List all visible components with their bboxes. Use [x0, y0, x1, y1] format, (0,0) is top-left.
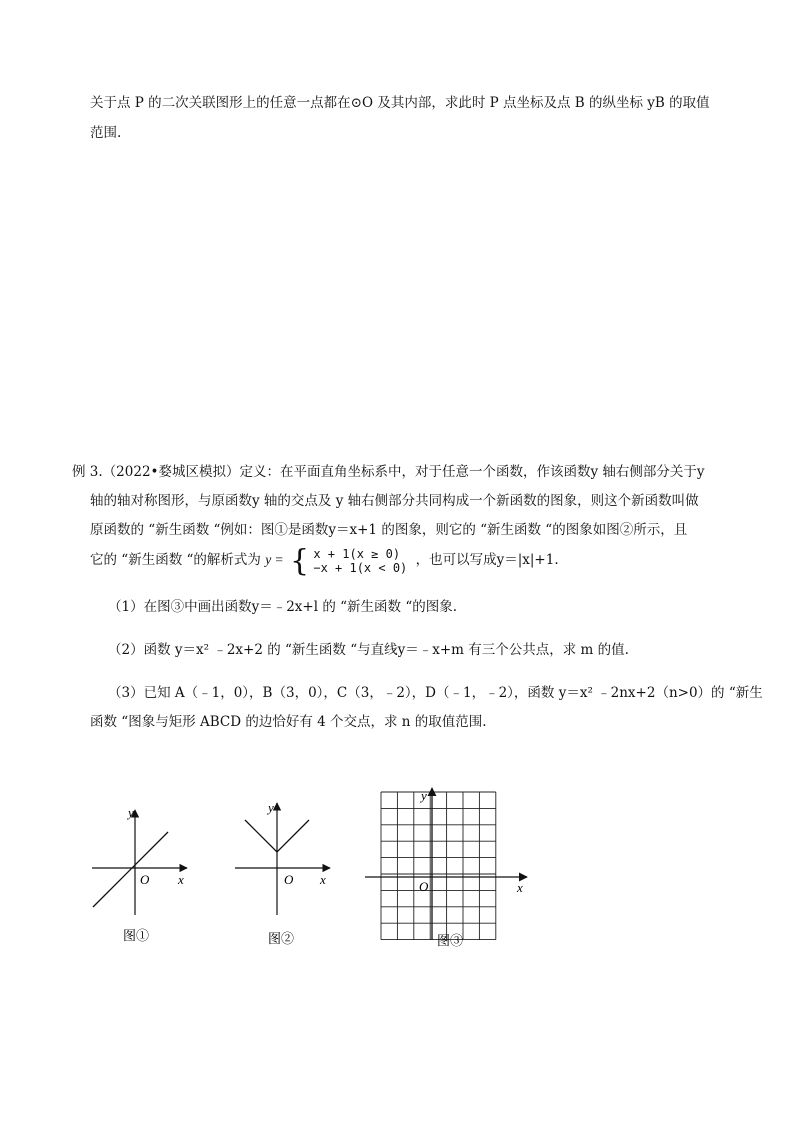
piecewise-cases — [313, 547, 407, 575]
fig3-origin-label: O — [419, 879, 429, 894]
case-1: x + 1(x ≥ 0) — [313, 547, 401, 561]
piecewise-brace: { — [289, 543, 310, 578]
question-1: （1）在图③中画出函数y＝﹣2x+l 的 “新生函数 “的图象. — [108, 599, 458, 615]
figure-2 — [235, 800, 330, 946]
question-3-line-1: （3）已知 A（﹣1，0），B（3，0），C（3，﹣2），D（﹣1，﹣2），函数 y＝x² ﹣2nx+2（n>0）的 “新生 — [108, 685, 763, 701]
fig1-line-graph — [93, 832, 168, 907]
fig3-grid — [381, 792, 496, 940]
example-line-4 — [90, 542, 559, 579]
example-line-1: 例 3.（2022•婺城区模拟）定义：在平面直角坐标系中，对于任意一个函数，作该函数y 轴右侧部分关于y — [72, 464, 705, 480]
figure-3 — [365, 788, 527, 948]
question-3-line-2: 函数 “图象与矩形 ABCD 的边恰好有 4 个交点，求 n 的取值范围. — [90, 714, 487, 730]
fig1-origin-label: O — [140, 872, 150, 887]
figure-1 — [92, 805, 187, 943]
fig3-y-label: y — [421, 788, 427, 803]
line4-prefix: 它的 “新生函数 “的解析式为 — [90, 552, 261, 568]
fig3-caption: 图③ — [437, 933, 464, 948]
fig2-caption: 图② — [268, 931, 295, 946]
fig2-x-label: x — [320, 872, 326, 887]
fig1-y-label: y — [128, 805, 134, 820]
fig2-origin-label: O — [284, 872, 294, 887]
piecewise-formula — [290, 543, 407, 579]
line4-y: y = — [265, 552, 284, 567]
continuation-line-2: 范围. — [90, 125, 122, 141]
line4-suffix: ，也可以写成y＝|x|+1. — [415, 552, 559, 568]
example-line-3: 原函数的 “新生函数 “例如：图①是函数y＝x+1 的图象，则它的 “新生函数 “的图象如图②所示，且 — [90, 522, 688, 538]
continuation-line-1: 关于点 P 的二次关联图形上的任意一点都在⊙O 及其内部，求此时 P 点坐标及点 B 的纵坐标 yB 的取值 — [90, 95, 710, 111]
fig2-y-label: y — [268, 800, 274, 815]
example-line-2: 轴的轴对称图形，与原函数y 轴的交点及 y 轴右侧部分共同构成一个新函数的图象，则这个新函数叫做 — [90, 493, 699, 509]
fig3-x-label: x — [517, 880, 523, 895]
question-2: （2）函数 y＝x² ﹣2x+2 的 “新生函数 “与直线y＝﹣x+m 有三个公共点，求 m 的值. — [108, 642, 629, 658]
figures-area — [0, 770, 794, 1030]
fig1-x-label: x — [178, 872, 184, 887]
case-2: −x + 1(x < 0) — [313, 561, 408, 575]
fig1-caption: 图① — [123, 928, 150, 943]
